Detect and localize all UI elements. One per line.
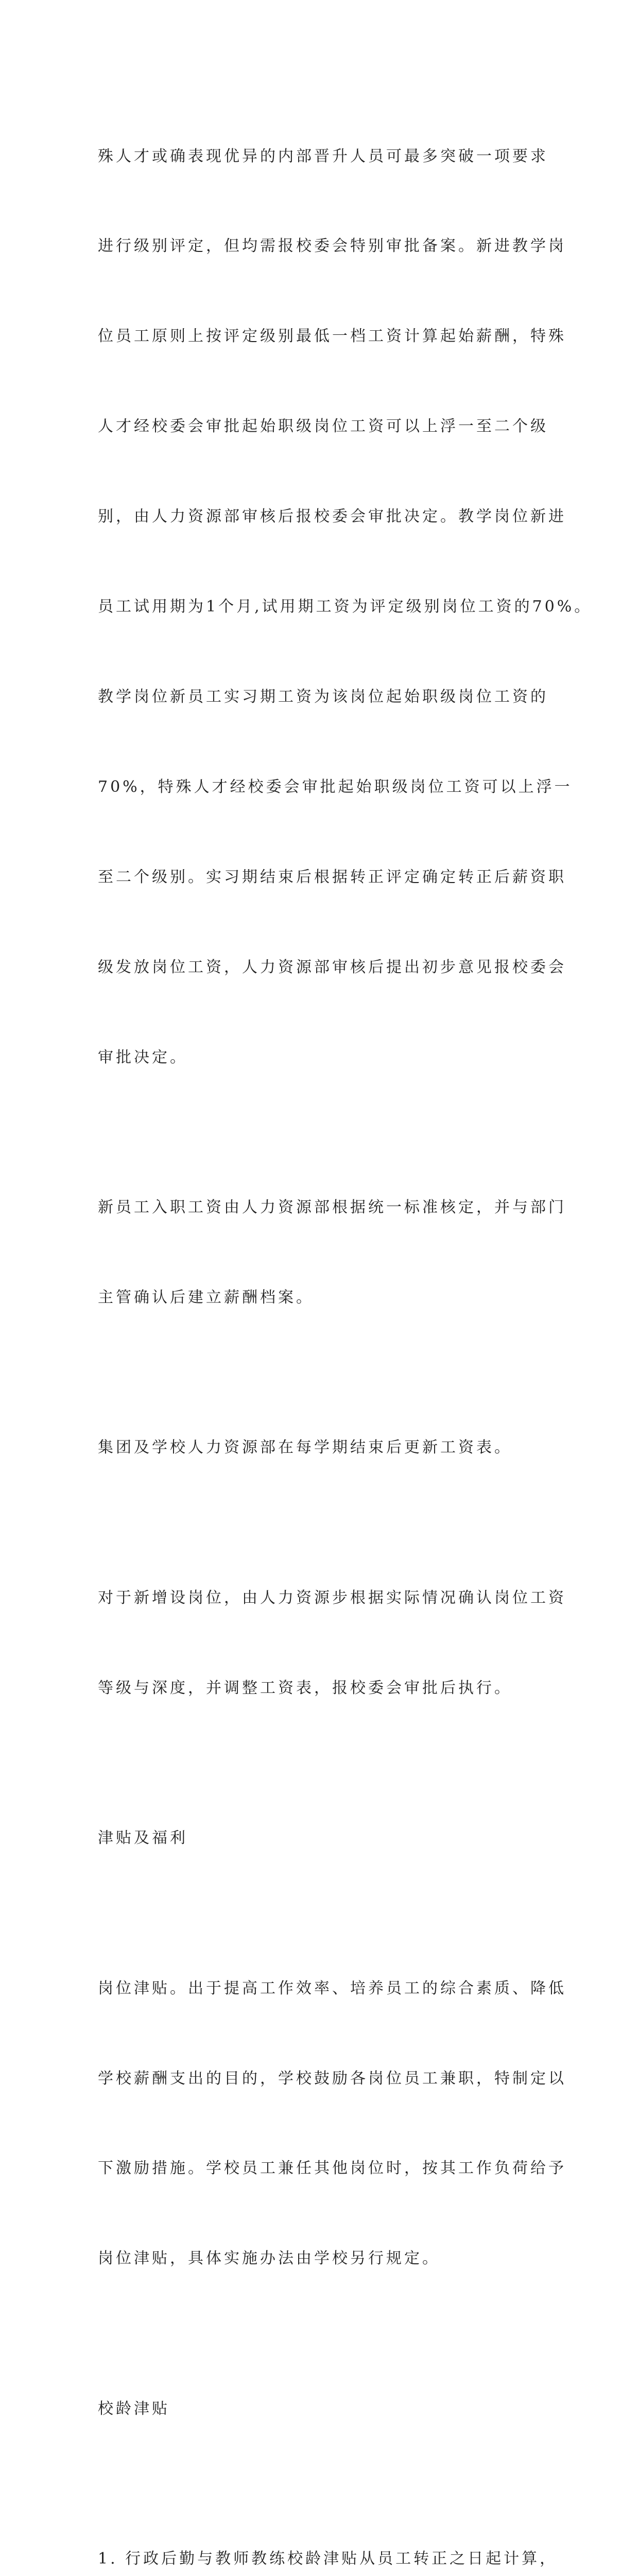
text-line: 岗位津贴，具体实施办法由学校另行规定。 — [98, 2249, 440, 2268]
text-line: 岗位津贴。出于提高工作效率、培养员工的综合素质、降低 — [98, 1979, 566, 1997]
text-line: 津贴及福利 — [98, 1829, 188, 1848]
text-line: 对于新增设岗位，由人力资源步根据实际情况确认岗位工资 — [98, 1588, 566, 1607]
text-line: 主管确认后建立薪酬档案。 — [98, 1288, 314, 1307]
text-line: 殊人才或确表现优异的内部晋升人员可最多突破一项要求 — [98, 147, 548, 165]
text-line: 进行级别评定，但均需报校委会特别审批备案。新进教学岗 — [98, 237, 566, 256]
text-line: 学校薪酬支出的目的，学校鼓励各岗位员工兼职，特制定以 — [98, 2069, 566, 2088]
paragraph-salary-evaluation — [98, 81, 593, 1132]
section-heading-seniority-allowance — [98, 2334, 546, 2484]
text-line: 至二个级别。实习期结束后根据转正评定确定转正后薪资职 — [98, 868, 566, 886]
text-line: 级发放岗位工资，人力资源部审核后提出初步意见报校委会 — [98, 958, 566, 976]
text-line: 位员工原则上按评定级别最低一档工资计算起始薪酬，特殊 — [98, 327, 566, 346]
text-line: 人才经校委会审批起始职级岗位工资可以上浮一至二个级 — [98, 417, 548, 436]
text-line: 别，由人力资源部审核后报校委会审批决定。教学岗位新进 — [98, 507, 566, 526]
text-line: 下激励措施。学校员工兼任其他岗位时，按其工作负荷给予 — [98, 2159, 566, 2178]
paragraph-position-allowance — [98, 1913, 566, 2334]
text-line: 新员工入职工资由人力资源部根据统一标准核定，并与部门 — [98, 1198, 566, 1216]
text-line: 员工试用期为1个月,试用期工资为评定级别岗位工资的70%。 — [98, 598, 593, 616]
text-line: 等级与深度，并调整工资表，报校委会审批后执行。 — [98, 1679, 512, 1697]
text-line: 1. 行政后勤与教师教练校龄津贴从员工转正之日起计算， — [98, 2550, 558, 2568]
text-line: 审批决定。 — [98, 1048, 188, 1066]
paragraph-seniority-rule-1 — [98, 2484, 558, 2576]
text-line: 集团及学校人力资源部在每学期结束后更新工资表。 — [98, 1438, 512, 1457]
document-body — [98, 81, 593, 2576]
text-line: 校龄津贴 — [98, 2399, 170, 2418]
text-line: 教学岗位新员工实习期工资为该岗位起始职级岗位工资的 — [98, 687, 548, 706]
paragraph-new-employee-salary — [98, 1132, 566, 1372]
paragraph-salary-table-update — [98, 1373, 546, 1523]
section-heading-allowance-welfare — [98, 1764, 546, 1913]
text-line: 70%，特殊人才经校委会审批起始职级岗位工资可以上浮一 — [98, 777, 573, 796]
paragraph-new-position — [98, 1523, 566, 1763]
